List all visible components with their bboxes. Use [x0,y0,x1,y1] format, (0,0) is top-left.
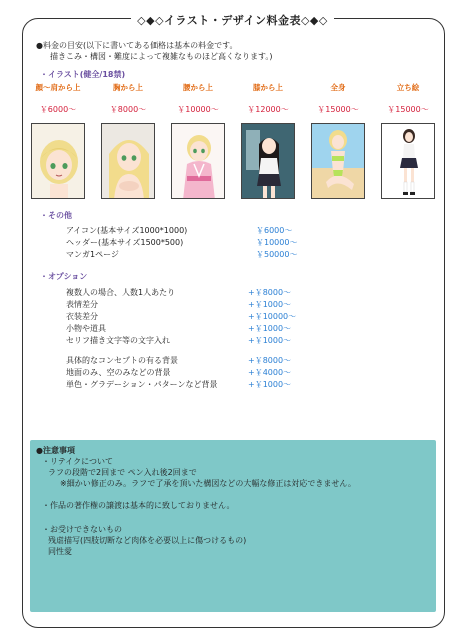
column-label: 膝から上 [253,83,283,92]
other-heading: ・その他 [40,211,72,220]
other-item-name: ヘッダー(基本サイズ1500*500) [66,238,184,247]
intro-text [36,40,272,62]
notes-line: ・作品の著作権の譲渡は基本的に致しておりません。 [42,501,235,510]
column-fullbody [310,82,366,199]
option-price: +￥8000～ [248,288,292,297]
intro-line-1: ●料金の目安(以下に書いてある価格は基本の料金です。 [36,41,238,50]
dark-hair-schoolgirl-icon [241,123,295,199]
column-price: ￥12000～ [247,105,289,114]
notes-line: ※細かい修正のみ。ラフで了承を頂いた構図などの大幅な修正は対応できません。 [60,479,356,488]
standing-schoolgirl-icon [381,123,435,199]
column-price: ￥6000～ [39,105,77,114]
other-item-price: ￥10000～ [256,238,298,247]
other-item-price: ￥50000～ [256,250,298,259]
column-label: 顔～肩から上 [35,83,81,92]
notes-line: ラフの段階で2回まで ペン入れ後2回まで [48,468,197,477]
option-name: 複数人の場合、人数1人あたり [66,288,176,297]
option-name: 具体的なコンセプトの有る背景 [66,356,178,365]
column-price: ￥10000～ [177,105,219,114]
option-price: +￥1000～ [248,300,292,309]
blonde-girl-face-icon [31,123,85,199]
option-price: +￥8000～ [248,356,292,365]
notes-box [30,440,436,612]
column-standing [380,82,436,199]
option-price: +￥4000～ [248,368,292,377]
column-price: ￥15000～ [317,105,359,114]
option-name: セリフ描き文字等の文字入れ [66,336,170,345]
notes-line: ・お受けできないもの [42,525,122,534]
option-price: +￥1000～ [248,324,292,333]
notes-heading: ●注意事項 [36,446,75,455]
column-face [30,82,86,199]
column-label: 胸から上 [113,83,143,92]
kimono-girl-icon [171,123,225,199]
illust-heading: ・イラスト(健全/18禁) [40,70,126,79]
column-chest [100,82,156,199]
column-label: 全身 [330,83,346,92]
option-price: +￥10000～ [248,312,297,321]
option-name: 表情差分 [66,300,98,309]
option-price: +￥1000～ [248,336,292,345]
column-knee [240,82,296,199]
notes-line: 同性愛 [48,547,72,556]
column-price: ￥15000～ [387,105,429,114]
column-label: 腰から上 [183,83,213,92]
other-item-price: ￥6000～ [256,226,293,235]
column-waist [170,82,226,199]
other-item-name: アイコン(基本サイズ1000*1000) [66,226,188,235]
notes-line: ・リテイクについて [42,457,113,466]
column-label: 立ち絵 [396,83,420,92]
option-name: 衣装差分 [66,312,98,321]
page-title: ◇◆◇イラスト・デザイン料金表◇◆◇ [0,9,465,28]
column-price: ￥8000～ [109,105,147,114]
option-price: +￥1000～ [248,380,292,389]
option-name: 単色・グラデーション・パターンなど背景 [66,380,218,389]
intro-line-2: 描きこみ・構図・難度によって複雑なものほど高くなります。) [50,52,273,61]
other-item-name: マンガ1ページ [66,250,119,259]
notes-line: 残虐描写(四肢切断など肉体を必要以上に傷つけるもの) [48,536,247,545]
options-heading: ・オプション [40,272,88,281]
blonde-girl-chest-icon [101,123,155,199]
swimsuit-girl-icon [311,123,365,199]
option-name: 地面のみ、空のみなどの背景 [66,368,171,377]
option-name: 小物や道具 [66,324,106,333]
